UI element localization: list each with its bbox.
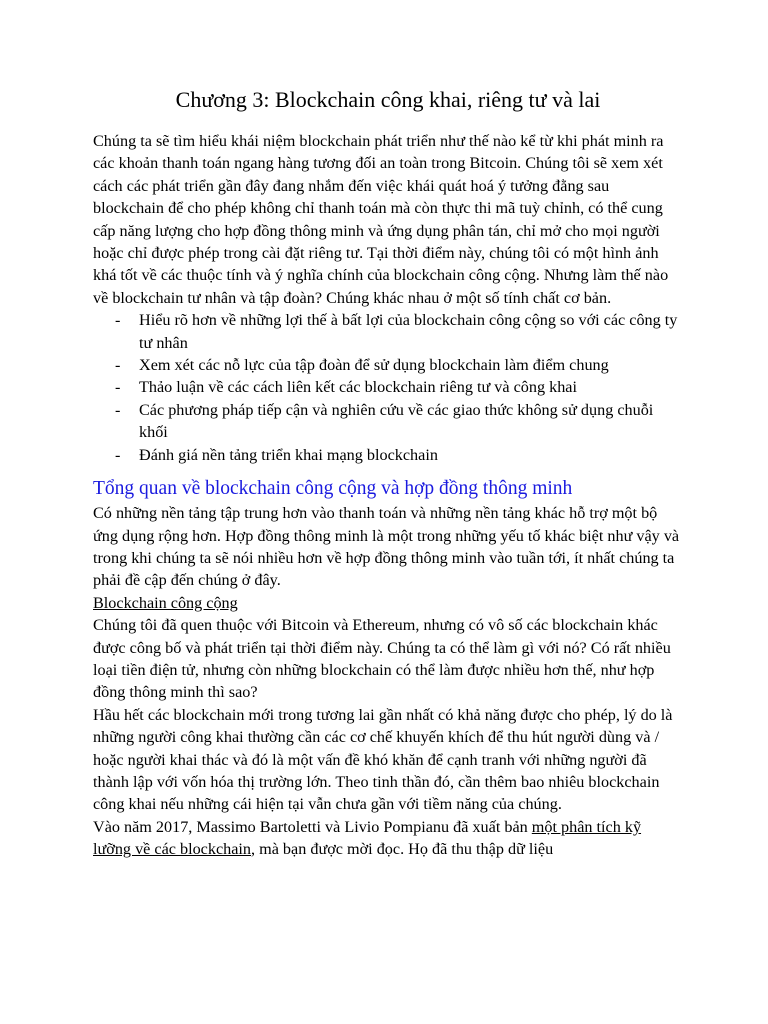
paragraph-5 <box>93 816 683 861</box>
list-item <box>93 376 683 398</box>
bullet-dash: - <box>115 356 121 375</box>
list-item <box>93 354 683 376</box>
paragraph-4: Hầu hết các blockchain mới trong tương lai gần nhất có khả năng được cho phép, lý do là những người công khai thường cần các cơ chế khuyến khích để thu hút người dùng và / hoặc người khai thác và đó là một vấn đề khó khăn để cạnh tranh với những người đã thành lập với vốn hóa thị trường lớn. Theo tinh thần đó, cần thêm bao nhiêu blockchain công khai nếu những cái hiện tại vẫn chưa gần với tiềm năng của chúng. <box>93 705 673 814</box>
section-heading: Tổng quan về blockchain công cộng và hợp đồng thông minh <box>93 478 573 500</box>
list-item-text: Xem xét các nỗ lực của tập đoàn để sử dụng blockchain làm điểm chung <box>139 356 609 375</box>
section-paragraph: Có những nền tảng tập trung hơn vào thanh toán và những nền tảng khác hỗ trợ một bộ ứng dụng rộng hơn. Hợp đồng thông minh là một trong những yếu tố khác biệt như vậy và trong khi chúng ta sẽ nói nhiều hơn về hợp đồng thông minh vào tuần tới, ít nhất chúng ta phải đề cập đến chúng ở đây. <box>93 504 680 590</box>
objectives-list <box>93 309 683 466</box>
bullet-dash: - <box>115 445 121 464</box>
list-item <box>93 444 683 466</box>
analysis-link[interactable]: một phân tích kỹ lưỡng về các blockchain <box>93 817 642 859</box>
list-item-text: Các phương pháp tiếp cận và nghiên cứu về các giao thức không sử dụng chuỗi khối <box>139 400 654 442</box>
list-item-text: Thảo luận về các cách liên kết các blockchain riêng tư và công khai <box>139 378 577 397</box>
paragraph-3: Chúng tôi đã quen thuộc với Bitcoin và Ethereum, nhưng có vô số các blockchain khác được công bố và phát triển tại thời điểm này. Chúng ta có thể làm gì với nó? Có rất nhiều loại tiền điện tử, nhưng còn những blockchain có thể làm được nhiều hơn thế, như hợp đồng thông minh thì sao? <box>93 616 671 702</box>
list-item <box>93 399 683 444</box>
document-page <box>93 84 683 861</box>
bullet-dash: - <box>115 400 121 419</box>
bullet-dash: - <box>115 378 121 397</box>
list-item-text: Hiểu rõ hơn về những lợi thế à bất lợi của blockchain công cộng so với các công ty tư nhân <box>139 311 678 352</box>
subheading-public-blockchain: Blockchain công cộng <box>93 593 238 612</box>
intro-paragraph: Chúng ta sẽ tìm hiểu khái niệm blockchain phát triển như thế nào kể từ khi phát minh ra các khoản thanh toán ngang hàng tương đối an toàn trong Bitcoin. Chúng tôi sẽ xem xét cách các phát triển gần đây đang nhắm đến việc khái quát hoá ý tưởng đằng sau blockchain để cho phép không chỉ thanh toán mà còn thực thi mã tuỳ chỉnh, có thể cung cấp năng lượng cho hợp đồng thông minh và ứng dụng phân tán, chỉ mở cho mọi người hoặc chỉ được phép trong cài đặt riêng tư. Tại thời điểm này, chúng tôi có một hình ảnh khá tốt về các thuộc tính và ý nghĩa chính của blockchain công cộng. Nhưng làm thế nào về blockchain tư nhân và tập đoàn? Chúng khác nhau ở một số tính chất cơ bản. <box>93 132 669 307</box>
bullet-dash: - <box>115 311 121 330</box>
list-item <box>93 309 683 354</box>
list-item-text: Đánh giá nền tảng triển khai mạng blockchain <box>139 445 438 464</box>
chapter-title: Chương 3: Blockchain công khai, riêng tư và lai <box>175 87 601 112</box>
paragraph-5-text-end: , mà bạn được mời đọc. Họ đã thu thập dữ liệu <box>251 840 554 859</box>
paragraph-5-text-start: Vào năm 2017, Massimo Bartoletti và Livio Pompianu đã xuất bản <box>93 817 532 836</box>
